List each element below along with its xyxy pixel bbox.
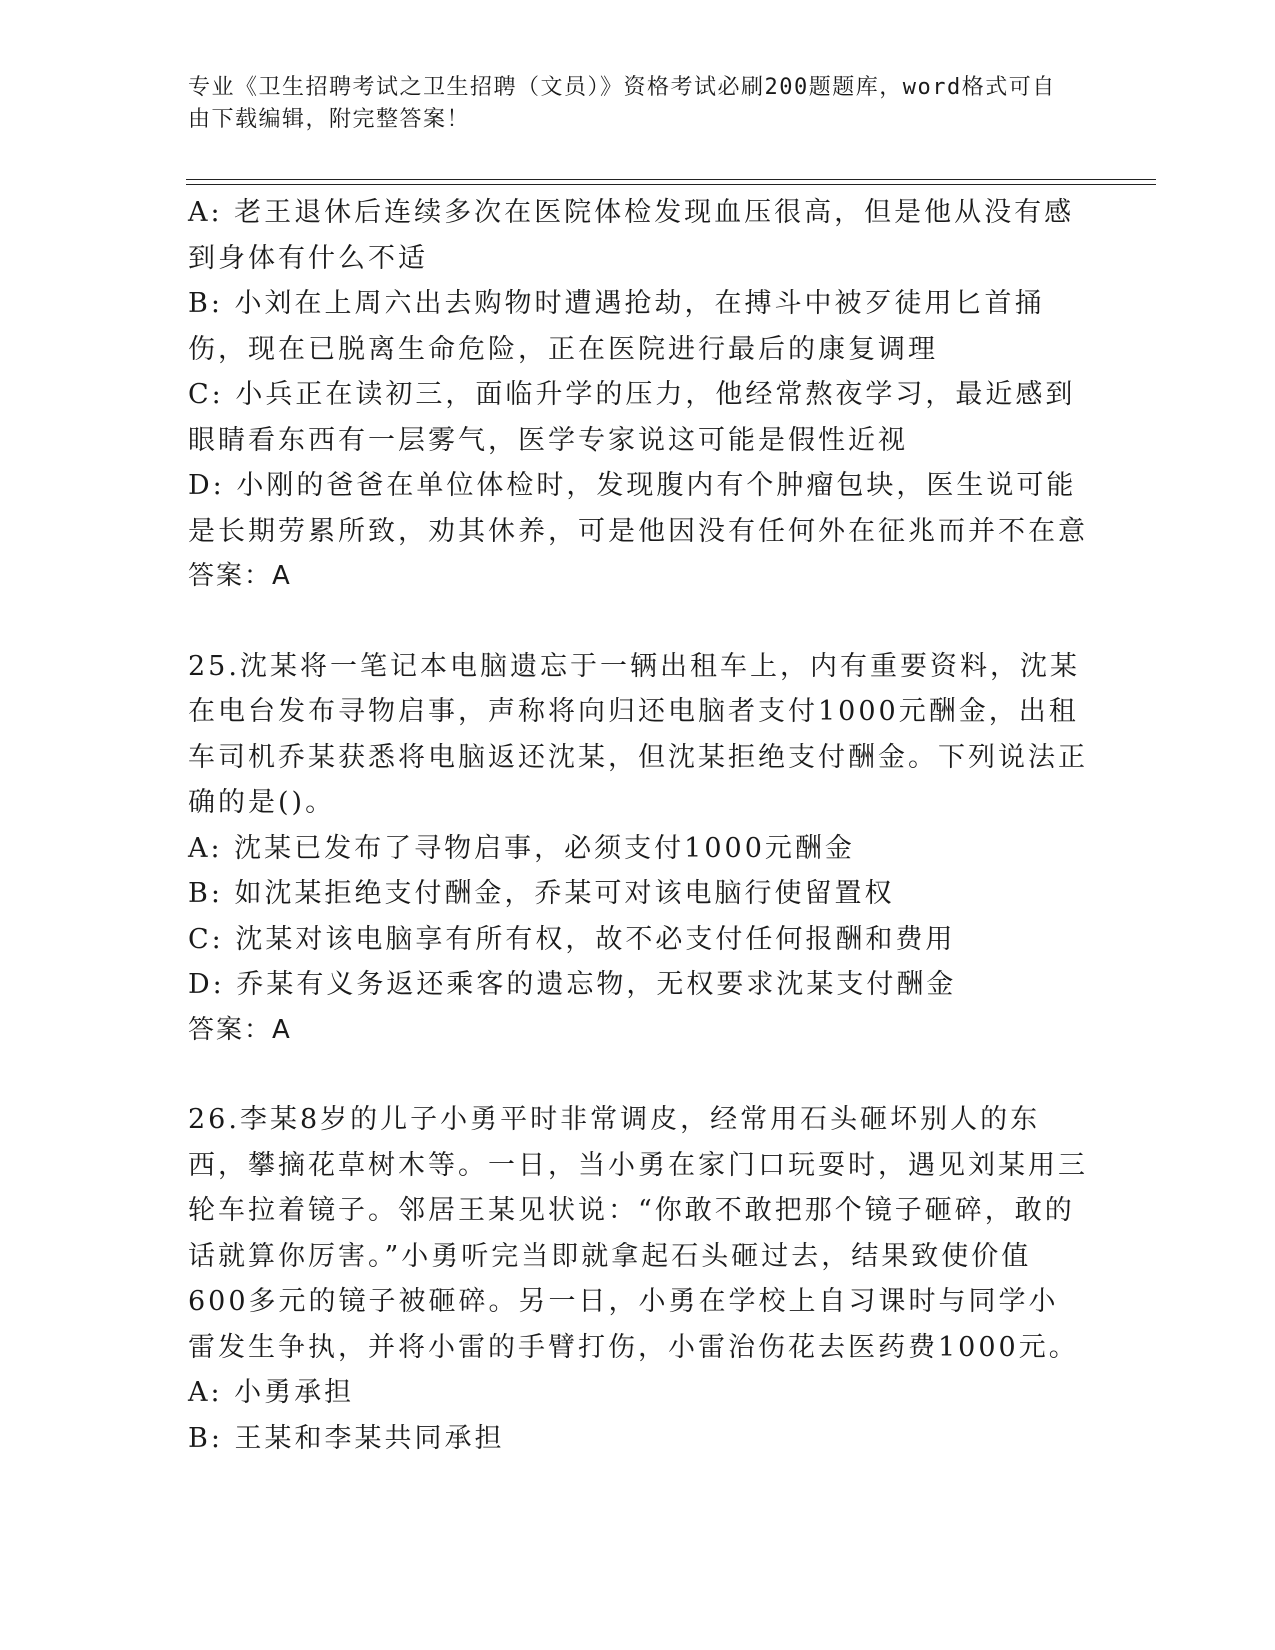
q26-stem: 26.李某8岁的儿子小勇平时非常调皮，经常用石头砸坏别人的东西，攀摘花草树木等。一日，当小勇在家门口玩耍时，遇见刘某用三轮车拉着镜子。邻居王某见状说：“你敢不敢把那个镜子砸碎，敢的话就算你厉害。”小勇听完当即就拿起石头砸过去，结果致使价值600多元的镜子被砸碎。另一日，小勇在学校上自习课时与同学小雷发生争执，并将小雷的手臂打伤，小雷治伤花去医药费1000元。 (188, 1104, 1088, 1363)
q24-option-d: D: 小刚的爸爸在单位体检时，发现腹内有个肿瘤包块，医生说可能是长期劳累所致，劝其休养，可是他因没有任何外在征兆而并不在意 (188, 470, 1088, 547)
q26-option-a: A: 小勇承担 (188, 1377, 355, 1408)
document-header (188, 72, 1068, 136)
q25-answer: 答案：A (188, 1014, 292, 1045)
question-26 (188, 1097, 1088, 1461)
q25-option-d: D: 乔某有义务返还乘客的遗忘物，无权要求沈某支付酬金 (188, 969, 957, 1000)
q25-stem: 25.沈某将一笔记本电脑遗忘于一辆出租车上，内有重要资料，沈某在电台发布寻物启事，声称将向归还电脑者支付1000元酬金，出租车司机乔某获悉将电脑返还沈某，但沈某拒绝支付酬金。下列说法正确的是()。 (188, 650, 1088, 818)
question-24 (188, 190, 1088, 600)
header-divider-top (186, 179, 1156, 180)
q25-option-a: A: 沈某已发布了寻物启事，必须支付1000元酬金 (188, 832, 855, 864)
question-content (188, 190, 1088, 1461)
header-divider-bottom (186, 184, 1156, 185)
header-title: 专业《卫生招聘考试之卫生招聘（文员）》资格考试必刷200题题库，word格式可自由下载编辑，附完整答案！ (188, 75, 1056, 132)
spacer (188, 1053, 1088, 1097)
q25-option-c: C: 沈某对该电脑享有所有权，故不必支付任何报酬和费用 (188, 923, 956, 955)
q24-option-c: C: 小兵正在读初三，面临升学的压力，他经常熬夜学习，最近感到眼睛看东西有一层雾气，医学专家说这可能是假性近视 (188, 379, 1076, 456)
q24-answer: 答案：A (188, 561, 292, 591)
q25-option-b: B: 如沈某拒绝支付酬金，乔某可对该电脑行使留置权 (188, 878, 895, 909)
question-25 (188, 644, 1088, 1054)
spacer (188, 600, 1088, 644)
q24-option-b: B: 小刘在上周六出去购物时遭遇抢劫，在搏斗中被歹徒用匕首捅伤，现在已脱离生命危险，正在医院进行最后的康复调理 (188, 288, 1045, 365)
q24-option-a: A: 老王退休后连续多次在医院体检发现血压很高，但是他从没有感到身体有什么不适 (188, 197, 1075, 274)
q26-option-b: B: 王某和李某共同承担 (188, 1422, 505, 1454)
